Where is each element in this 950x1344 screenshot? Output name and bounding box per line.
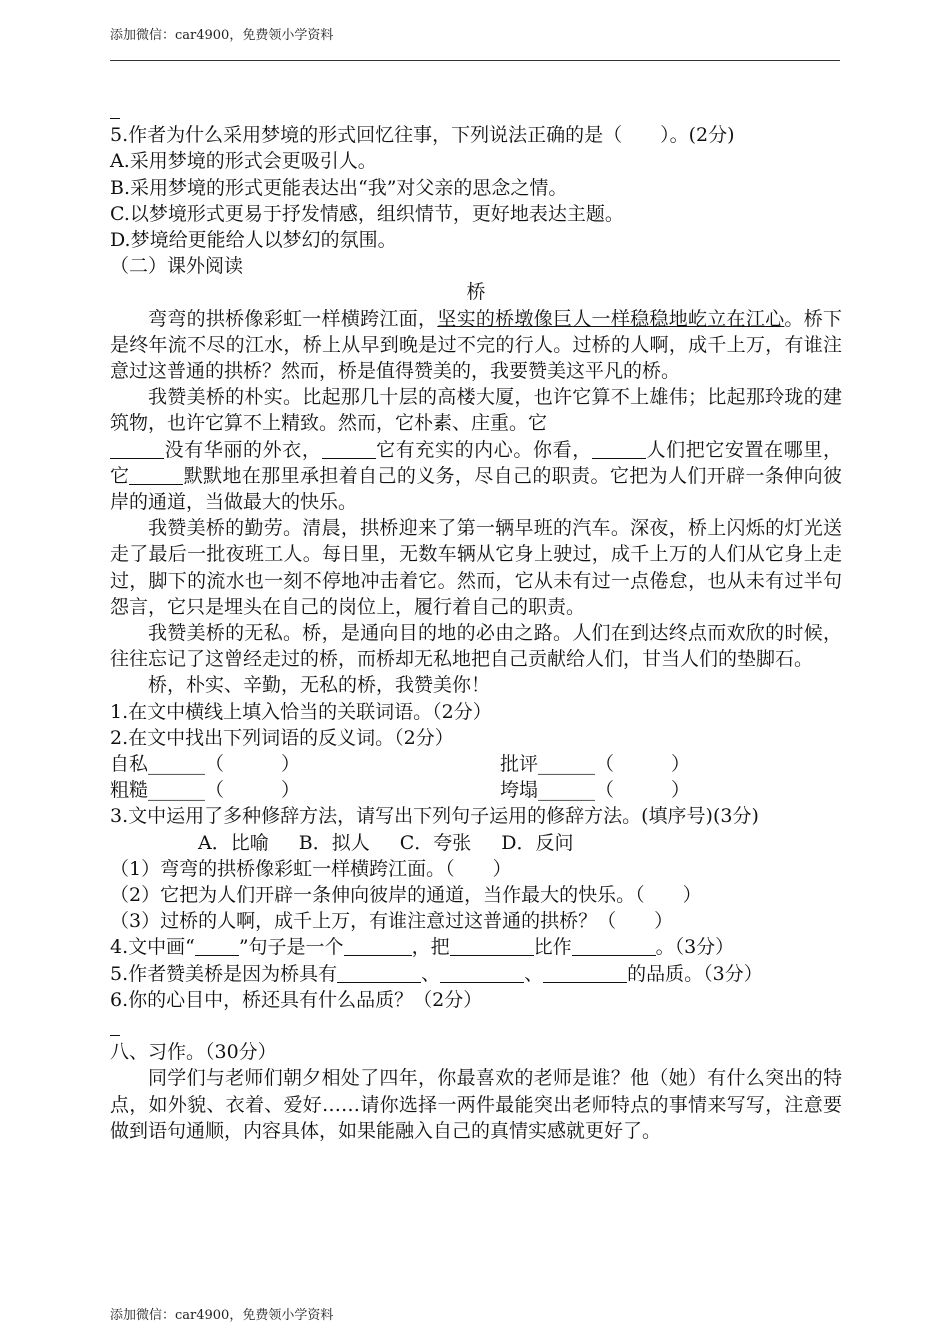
passage-paragraph-5: 桥，朴实、辛勤，无私的桥，我赞美你！ — [148, 674, 491, 697]
answer-blank[interactable] — [543, 963, 627, 983]
underlined-sentence: 坚实的桥墩像巨人一样稳稳地屹立在江心 — [437, 307, 785, 330]
antonym-item: 批评______（ ） — [500, 753, 691, 776]
answer-blank[interactable] — [337, 963, 421, 983]
page-footer: 添加微信：car4900，免费领小学资料 — [110, 1308, 334, 1323]
rhetoric-option: A．比喻 — [198, 831, 269, 854]
option-b: B.采用梦境的形式更能表达出“我”对父亲的思念之情。 — [110, 176, 568, 199]
rhetoric-option: B．拟人 — [298, 831, 370, 854]
answer-blank[interactable] — [572, 936, 656, 956]
answer-blank[interactable] — [440, 963, 524, 983]
answer-line-marker — [110, 96, 842, 122]
antonym-item: 粗糙______（ ） — [110, 779, 301, 802]
sentence-1: （1）弯弯的拱桥像彩虹一样横跨江面。（ ） — [110, 857, 512, 880]
rhetoric-option: C．夸张 — [399, 831, 472, 854]
sentence-2: （2）它把为人们开辟一条伸向彼岸的通道，当作最大的快乐。（ ） — [110, 884, 702, 907]
option-a: A.采用梦境的形式会更吸引人。 — [110, 150, 377, 173]
underline-sample — [195, 936, 239, 956]
blank-1[interactable] — [110, 439, 164, 459]
header-rule — [110, 60, 840, 61]
blank-3[interactable] — [592, 439, 646, 459]
rhetoric-option: D．反问 — [501, 831, 574, 854]
antonym-item: 自私______（ ） — [110, 753, 301, 776]
answer-line-marker — [110, 1013, 842, 1039]
question-1: 1.在文中横线上填入恰当的关联词语。（2分） — [110, 700, 492, 723]
blank-4[interactable] — [129, 465, 183, 485]
question-3: 3.文中运用了多种修辞方法，请写出下列句子运用的修辞方法。(填序号)(3分) — [110, 805, 759, 828]
option-c: C.以梦境形式更易于抒发情感，组织情节，更好地表达主题。 — [110, 202, 624, 225]
answer-blank[interactable] — [450, 936, 534, 956]
question-6: 6.你的心目中，桥还具有什么品质？（2分） — [110, 988, 483, 1011]
question-4: 4.文中画“ ”句子是一个 ，把 比作 。（3分） — [110, 936, 735, 959]
answer-blank[interactable] — [344, 936, 412, 956]
option-d: D.梦境给更能给人以梦幻的氛围。 — [110, 229, 397, 251]
question-2: 2.在文中找出下列词语的反义词。（2分） — [110, 726, 454, 749]
antonym-item: 垮塌______（ ） — [500, 779, 691, 802]
page-header: 添加微信：car4900，免费领小学资料 — [110, 28, 334, 43]
passage-paragraph-2: 我赞美桥的朴实。比起那几十层的高楼大厦，也许它算不上雄伟；比起那玲珑的建筑物，也许它算不上精致。然而，它朴素、庄重。它 没有华丽的外衣， 它有充实的内心。你看， 人们把它安置在哪里，它 默默地在那里承担着自己的义务，尽自己的职责。它把为人们开辟一条伸向彼岸的通道，当做最大的快乐。 — [110, 386, 842, 514]
question-5-stem: 5.作者为什么采用梦境的形式回忆往事，下列说法正确的是（ ）。(2分) — [110, 124, 735, 147]
passage-paragraph-3: 我赞美桥的勤劳。清晨，拱桥迎来了第一辆早班的汽车。深夜，桥上闪烁的灯光送走了最后一批夜班工人。每日里，无数车辆从它身上驶过，成千上万的人们从它身上走过，脚下的流水也一刻不停地冲击着它。然而，它从未有过一点倦怠，也从未有过半句怨言，它只是埋头在自己的岗位上，履行着自己的职责。 — [110, 517, 842, 618]
section-heading-extracurricular: （二）课外阅读 — [110, 255, 244, 278]
sentence-3: （3）过桥的人啊，成千上万，有谁注意过这普通的拱桥？（ ） — [110, 910, 674, 933]
question-5: 5.作者赞美桥是因为桥具有 、 、 的品质。（3分） — [110, 962, 763, 985]
passage-paragraph-1: 弯弯的拱桥像彩虹一样横跨江面，坚实的桥墩像巨人一样稳稳地屹立在江心。桥下是终年流不尽的江水，桥上从早到晚是过不完的行人。过桥的人啊，成千上万，有谁注意过这普通的拱桥？然而，桥是值得赞美的，我要赞美这平凡的桥。 — [110, 307, 842, 383]
antonym-row-2 — [110, 777, 842, 803]
blank-2[interactable] — [322, 439, 376, 459]
section-heading-composition: 八、习作。（30分） — [110, 1041, 277, 1064]
rhetoric-options — [110, 830, 842, 856]
passage-paragraph-4: 我赞美桥的无私。桥，是通向目的地的必由之路。人们在到达终点而欢欣的时候，往往忘记了这曾经走过的桥，而桥却无私地把自己贡献给人们，甘当人们的垫脚石。 — [110, 622, 842, 671]
antonym-row-1 — [110, 751, 842, 777]
passage-title: 桥 — [466, 281, 486, 304]
page-content — [110, 96, 842, 1144]
composition-prompt: 同学们与老师们朝夕相处了四年，你最喜欢的老师是谁？他（她）有什么突出的特点，如外貌、衣着、爱好……请你选择一两件最能突出老师特点的事情来写写，注意要做到语句通顺，内容具体，如果能融入自己的真情实感就更好了。 — [110, 1067, 842, 1142]
